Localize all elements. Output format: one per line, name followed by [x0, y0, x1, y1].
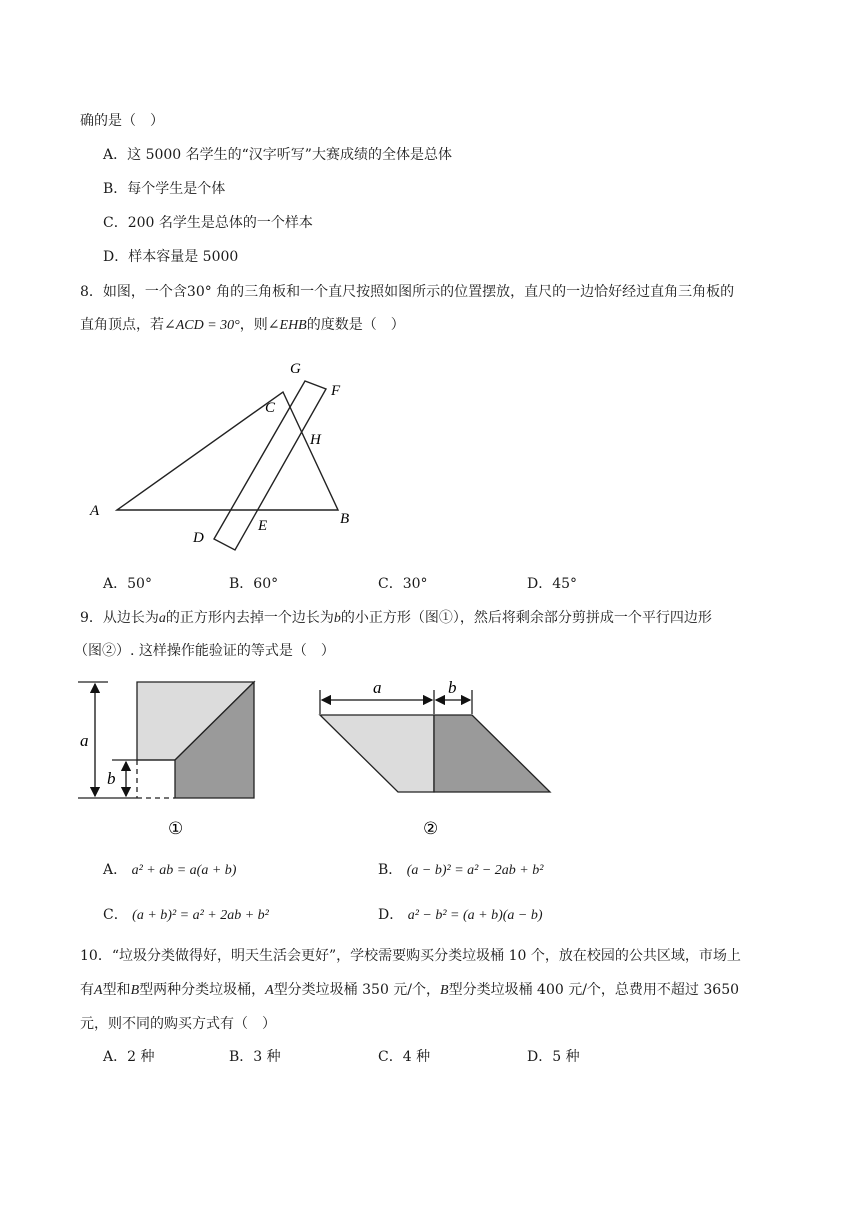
triangle-abc — [117, 392, 338, 510]
figure-2-parallelogram — [320, 678, 550, 838]
q7-stem-tail: 确的是（ ） — [80, 113, 164, 129]
label-g: G — [290, 361, 301, 377]
q10-option-a: A．2 种 — [103, 1049, 155, 1065]
figure-1-square — [78, 682, 254, 838]
label-a-fig1: a — [80, 731, 89, 750]
label-e: E — [258, 518, 268, 534]
figure-2-caption: ② — [423, 819, 439, 838]
q8-stem-line2: 直角顶点，若∠ACD = 30°，则∠EHB的度数是（ ） — [80, 317, 405, 333]
q7-option-c: C．200 名学生是总体的一个样本 — [103, 215, 313, 231]
q8-figure — [80, 350, 380, 560]
q8-option-a: A．50° — [103, 576, 152, 592]
q9-figures — [70, 670, 560, 840]
q9-stem-line1: 9．从边长为a的正方形内去掉一个边长为b的小正方形（图①），然后将剩余部分剪拼成一个平行四边形 — [80, 610, 712, 626]
q10-stem-line1: 10．“垃圾分类做得好，明天生活会更好”，学校需要购买分类垃圾桶 10 个，放在校园的公共区域，市场上 — [80, 948, 741, 964]
q7-option-d: D．样本容量是 5000 — [103, 249, 239, 265]
label-f: F — [331, 383, 341, 399]
label-d: D — [193, 530, 204, 546]
q8-option-c: C．30° — [378, 576, 428, 592]
q9-option-d: D． a² − b² = (a + b)(a − b) — [378, 907, 543, 923]
label-h: H — [310, 432, 321, 448]
q8-stem-line1: 8．如图，一个含30° 角的三角板和一个直尺按照如图所示的位置摆放，直尺的一边恰好经过直角三角板的 — [80, 284, 735, 300]
q7-option-b: B．每个学生是个体 — [103, 181, 226, 197]
label-c: C — [265, 400, 276, 416]
q10-option-c: C．4 种 — [378, 1049, 431, 1065]
q10-option-b: B．3 种 — [229, 1049, 281, 1065]
label-b-fig1: b — [107, 769, 116, 788]
label-b: B — [340, 511, 350, 527]
label-a: A — [90, 503, 100, 519]
q9-stem-line2: （图②）. 这样操作能验证的等式是（ ） — [74, 643, 335, 659]
q10-stem-line2: 有A型和B型两种分类垃圾桶，A型分类垃圾桶 350 元/个，B型分类垃圾桶 400 元/个，总费用不超过 3650 — [80, 982, 740, 998]
figure-1-caption: ① — [168, 819, 184, 838]
q9-option-c: C． (a + b)² = a² + 2ab + b² — [103, 907, 269, 923]
q10-stem-line3: 元，则不同的购买方式有（ ） — [80, 1016, 276, 1032]
q8-option-b: B．60° — [229, 576, 279, 592]
label-b-fig2: b — [448, 678, 457, 697]
label-a-fig2: a — [373, 678, 382, 697]
q8-option-d: D．45° — [527, 576, 578, 592]
q10-option-d: D．5 种 — [527, 1049, 580, 1065]
q9-option-a: A． a² + ab = a(a + b) — [103, 862, 237, 878]
q9-option-b: B． (a − b)² = a² − 2ab + b² — [378, 862, 544, 878]
q7-option-a: A．这 5000 名学生的“汉字听写”大赛成绩的全体是总体 — [103, 147, 452, 163]
